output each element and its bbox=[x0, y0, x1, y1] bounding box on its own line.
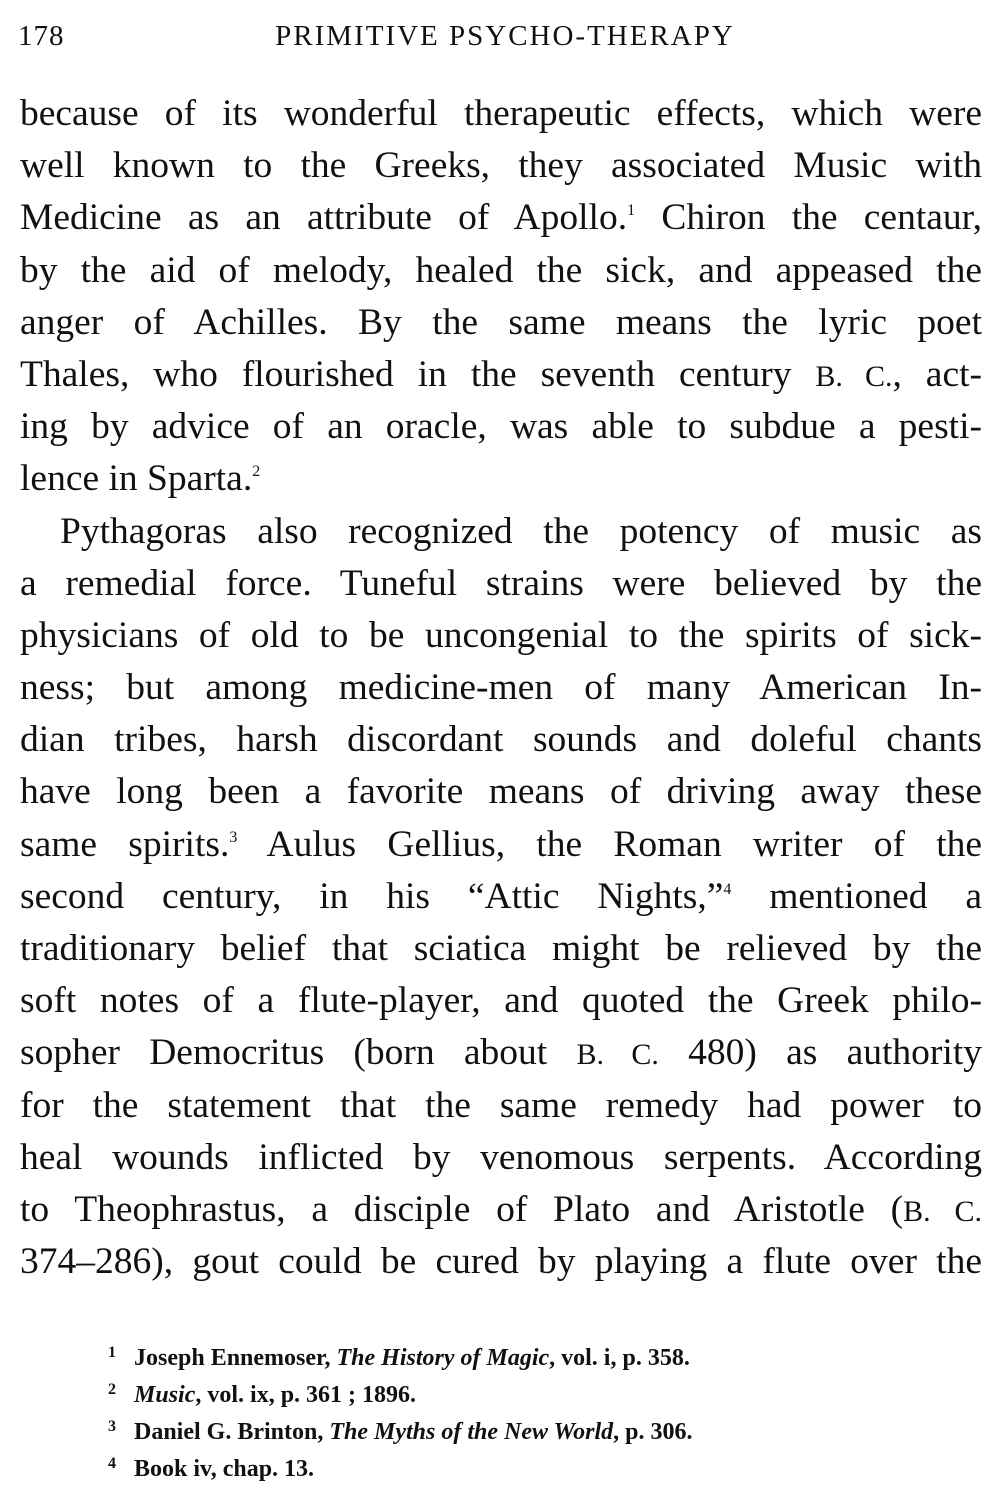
text-line: traditionary belief that sciatica might be relieved by the bbox=[20, 928, 982, 969]
footnotes bbox=[108, 1340, 988, 1488]
text-line: Pythagoras also recognized the potency of music as bbox=[60, 510, 982, 552]
running-title: PRIMITIVE PSYCHO-THERAPY bbox=[275, 20, 735, 52]
text-line: anger of Achilles. By the same means the lyric poet bbox=[20, 301, 982, 343]
footnote: 3 Daniel G. Brinton, The Myths of the New World, p. 306. bbox=[108, 1414, 988, 1451]
footnote: 1 Joseph Ennemoser, The History of Magic, vol. i, p. 358. bbox=[108, 1340, 988, 1377]
text-line: physicians of old to be uncongenial to the spirits of sick- bbox=[20, 614, 982, 656]
note-reference: 3 bbox=[229, 828, 238, 846]
text-line: heal wounds inflicted by venomous serpents. According bbox=[20, 1136, 982, 1178]
footnote: 4 Book iv, chap. 13. bbox=[108, 1451, 988, 1488]
text-line: same spirits.$^3$ Aulus Gellius, the Roman writer of the bbox=[20, 823, 983, 865]
note-reference: 1 bbox=[627, 202, 636, 220]
footnote-mark: 2 bbox=[108, 1381, 116, 1398]
footnote-mark: 4 bbox=[108, 1455, 116, 1472]
page-number: 178 bbox=[18, 20, 65, 52]
text-line: have long been a favorite means of driving away these bbox=[20, 771, 982, 813]
text-line: dian tribes, harsh discordant sounds and doleful chants bbox=[20, 719, 982, 761]
text-line: 374–286), gout could be cured by playing a flute over the bbox=[20, 1241, 982, 1283]
text-line: second century, in his “Attic Nights,”$^4$ mentioned a bbox=[20, 875, 982, 917]
text-line: a remedial force. Tuneful strains were believed by the bbox=[20, 562, 982, 604]
text-line: Medicine as an attribute of Apollo.$^1$ Chiron the centaur, bbox=[20, 197, 982, 239]
note-reference: 4 bbox=[723, 880, 732, 898]
text-line: soft notes of a flute-player, and quoted the Greek philo- bbox=[20, 980, 982, 1022]
text-line: lence in Sparta.$^2$ bbox=[20, 458, 261, 500]
text-line: for the statement that the same remedy had power to bbox=[20, 1084, 982, 1126]
footnote-mark: 1 bbox=[108, 1344, 116, 1361]
footnote-mark: 3 bbox=[108, 1418, 116, 1435]
text-line: by the aid of melody, healed the sick, and appeased the bbox=[20, 249, 982, 291]
text-line: ness; but among medicine-men of many American In- bbox=[20, 667, 982, 709]
running-head bbox=[18, 14, 982, 64]
note-reference: 2 bbox=[252, 463, 261, 481]
text-line: to Theophrastus, a disciple of Plato and Aristotle (B. C. bbox=[20, 1188, 982, 1230]
text-line: Thales, who flourished in the seventh century B. C., act- bbox=[20, 353, 982, 395]
text-line: well known to the Greeks, they associated Music with bbox=[20, 145, 982, 187]
body-text bbox=[20, 88, 982, 1288]
footnote: 2 Music, vol. ix, p. 361 ; 1896. bbox=[108, 1377, 988, 1414]
text-line: sopher Democritus (born about B. C. 480) as authority bbox=[20, 1032, 982, 1074]
text-line: because of its wonderful therapeutic effects, which were bbox=[20, 93, 982, 134]
text-line: ing by advice of an oracle, was able to subdue a pesti- bbox=[20, 406, 982, 448]
